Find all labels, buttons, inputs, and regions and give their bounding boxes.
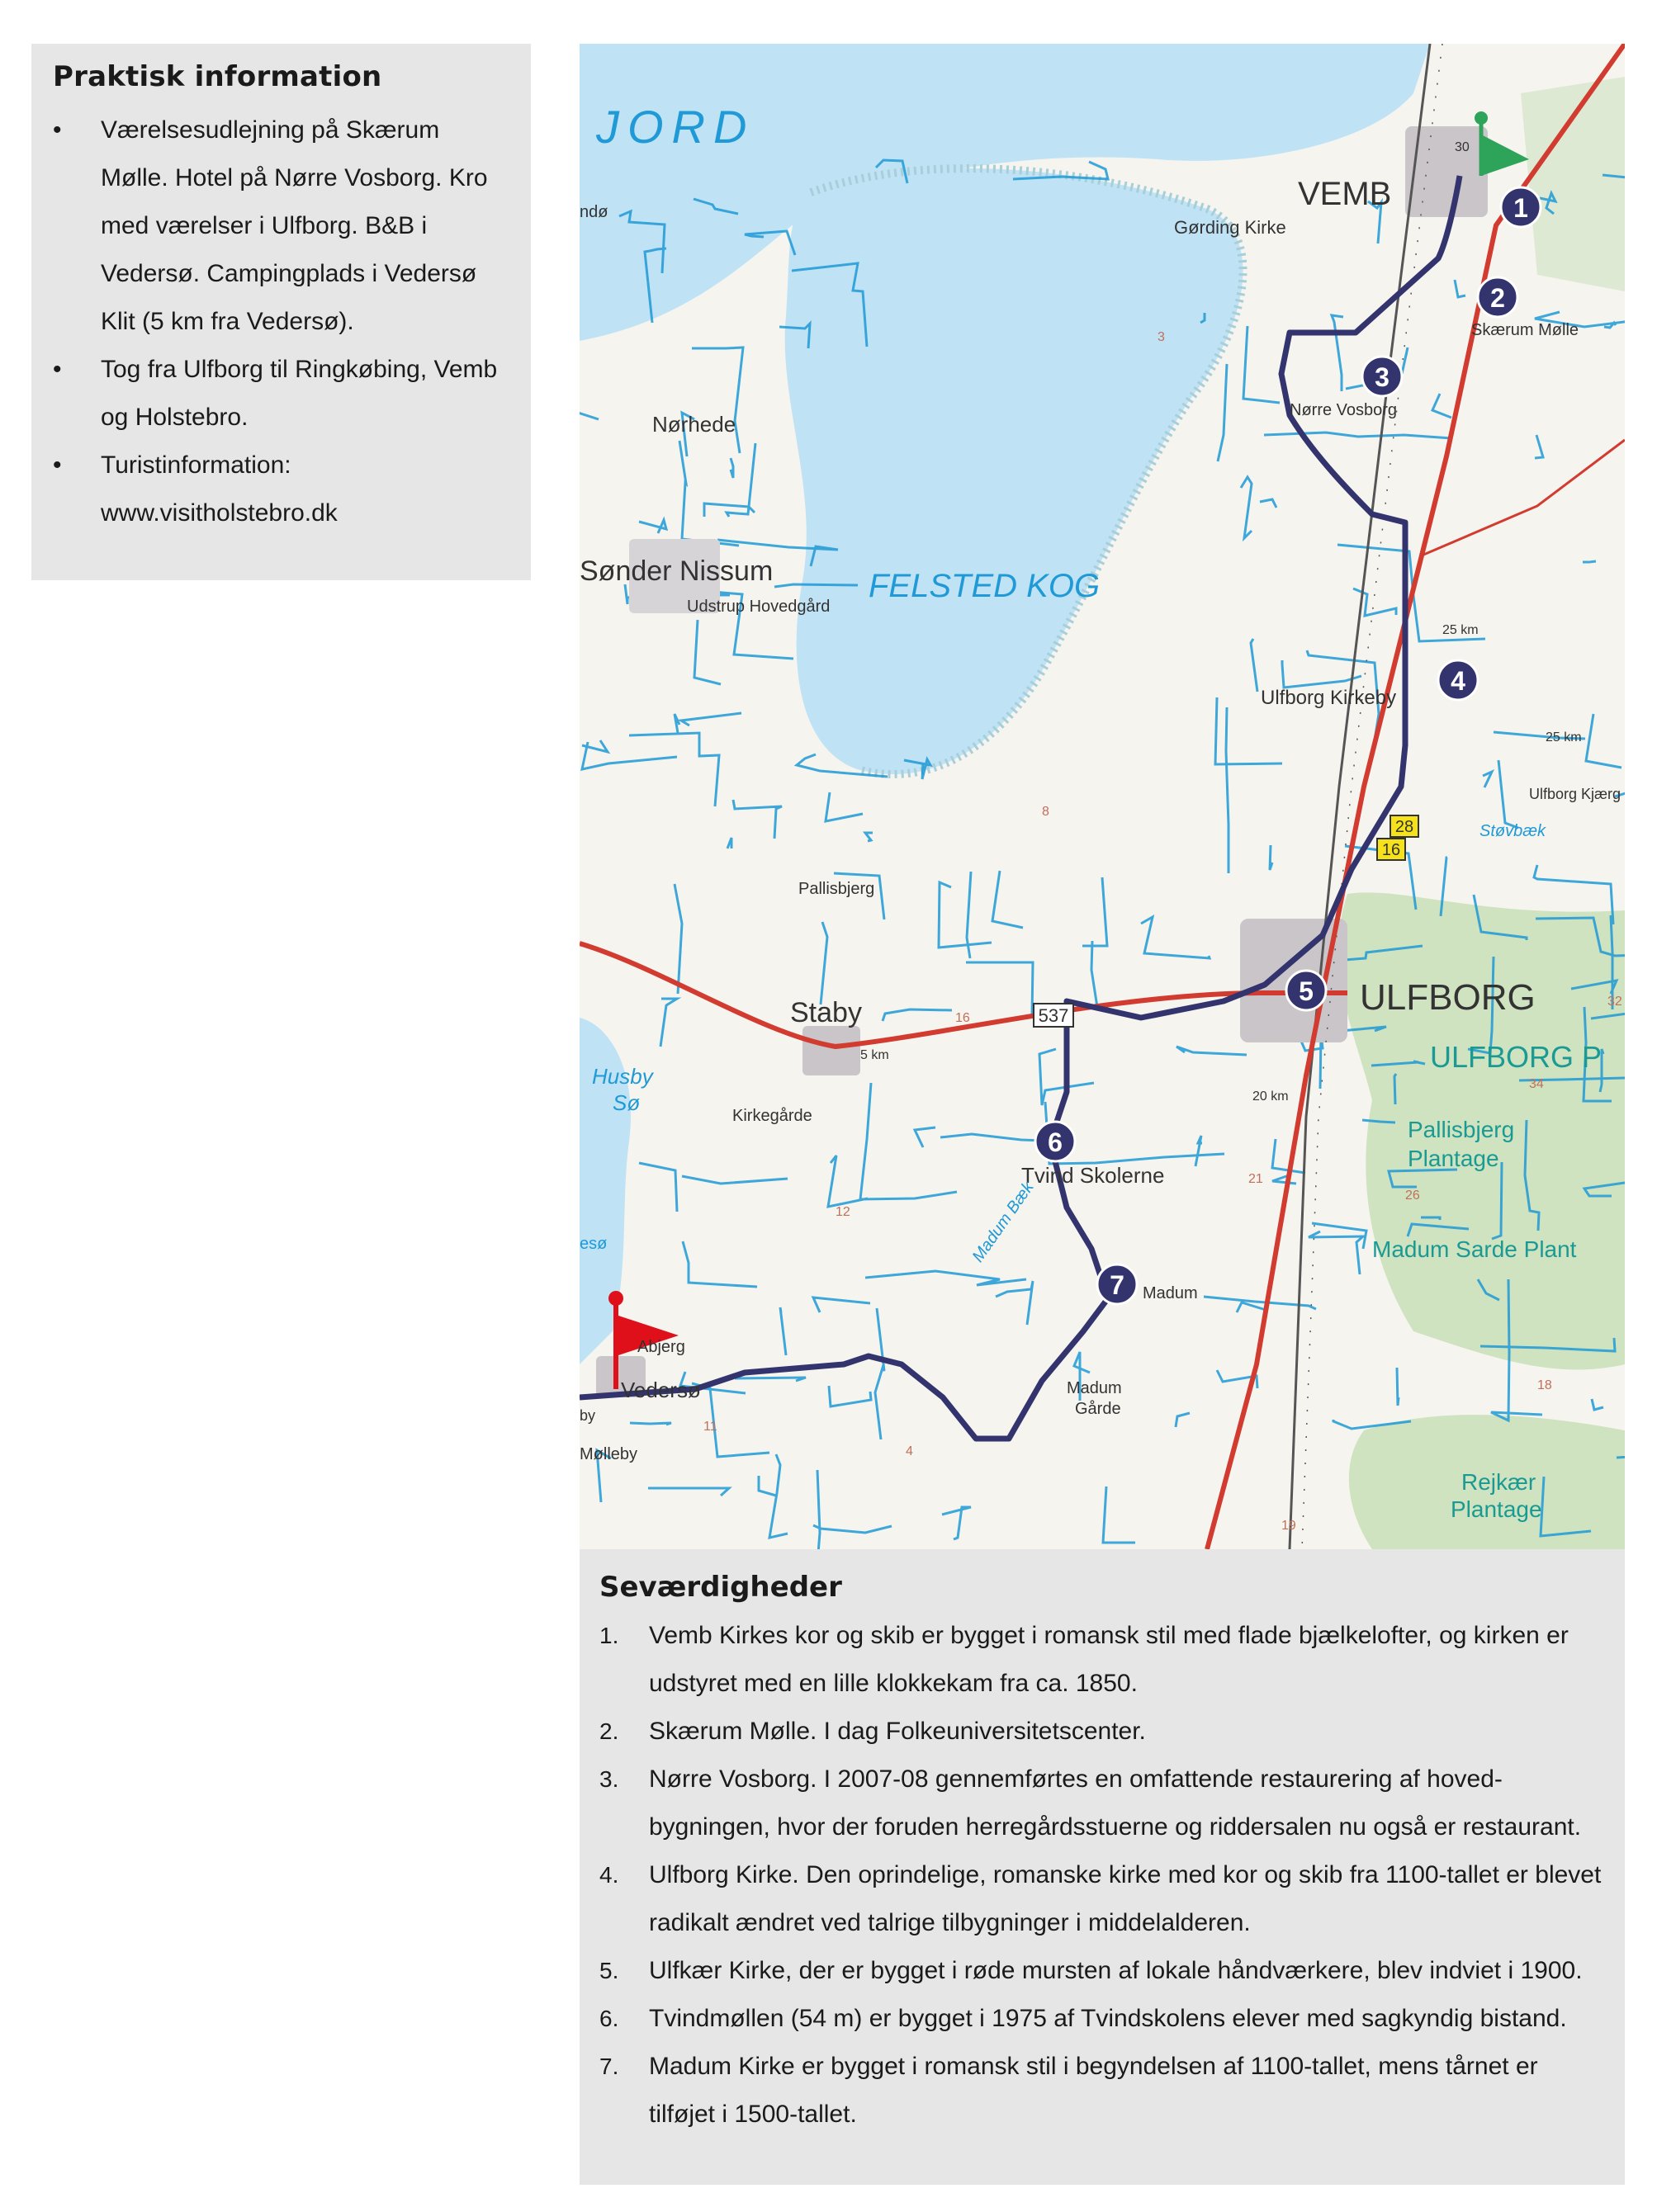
bullet-icon: • <box>53 451 62 479</box>
practical-info-item <box>53 346 509 442</box>
sight-text: Nørre Vosborg. I 2007-08 gennemførtes en omfattende restaurering af hovedbygningen, hvor der foruden herregårdsstuerne og riddersalen nu også er restaurant. <box>649 1765 1582 1841</box>
map-label-abjerg: Abjerg <box>637 1338 685 1356</box>
waypoint-marker <box>1097 1264 1137 1304</box>
sight-item <box>599 1612 1605 1708</box>
elevation-label: 3 <box>1158 330 1165 344</box>
map-label-ndo: ndø <box>580 203 608 221</box>
practical-info-text: Turistinformation: www.visitholstebro.dk <box>101 451 338 527</box>
elevation-label: 16 <box>955 1011 970 1025</box>
map-label-udstrup: Udstrup Hovedgård <box>687 598 831 616</box>
sight-number: 2. <box>599 1718 619 1744</box>
stream-line <box>1583 561 1596 562</box>
map-label-rejkaer: Rejkær <box>1461 1469 1536 1495</box>
sight-text: Tvindmøllen (54 m) er bygget i 1975 af Tvindskolens elever med sagkyndig bistand. <box>649 2005 1567 2032</box>
map-label-ulfborg-kjaer: Ulfborg Kjærg <box>1529 786 1621 802</box>
practical-info-title: Praktisk information <box>53 60 382 93</box>
waypoint-label: 1 <box>1513 193 1528 223</box>
sight-text: Madum Kirke er bygget i romansk stil i begyndelsen af 1100-tallet, mens tårnet er tilføjet i 1500-tallet. <box>649 2053 1538 2128</box>
map-label-husby-so: Sø <box>613 1090 641 1115</box>
waypoint-marker <box>1438 660 1478 700</box>
map-label-rejkaer: Plantage <box>1451 1496 1542 1522</box>
road-shield-label: 537 <box>1038 1005 1069 1026</box>
elevation-label: 21 <box>1248 1172 1263 1186</box>
elevation-label: 30 <box>1455 140 1470 154</box>
map-label-ulfborg-kirkeby: Ulfborg Kirkeby <box>1261 687 1397 709</box>
map-label-vederso: Vedersø <box>621 1378 701 1402</box>
sights-list <box>599 1612 1605 2139</box>
map-label-stovbaek: Støvbæk <box>1479 822 1546 840</box>
practical-info-text: Tog fra Ulfborg til Ringkøbing, Vemb og Holstebro. <box>101 356 498 431</box>
map-label-staby: Staby <box>790 997 862 1028</box>
waypoint-label: 7 <box>1110 1270 1124 1300</box>
sight-number: 3. <box>599 1766 619 1792</box>
sight-item <box>599 2043 1605 2139</box>
map-label-kirkegarde: Kirkegårde <box>732 1107 812 1125</box>
map-label-skaerum-molle: Skærum Mølle <box>1471 321 1579 339</box>
map-label-sonder-nissum: Sønder Nissum <box>580 555 774 587</box>
sight-number: 5. <box>599 1958 619 1983</box>
sight-item <box>599 1995 1605 2043</box>
elevation-label: 34 <box>1529 1077 1544 1091</box>
map-label-gording-kirke: Gørding Kirke <box>1174 217 1286 238</box>
sight-number: 6. <box>599 2006 619 2031</box>
elevation-label: 4 <box>906 1444 913 1458</box>
waypoint-marker <box>1035 1122 1075 1161</box>
route-map <box>580 44 1625 1549</box>
sight-text: Ulfkær Kirke, der er bygget i røde mursten af lokale håndværkere, blev indviet i 1900. <box>649 1957 1583 1984</box>
sight-number: 1. <box>599 1623 619 1648</box>
map-label-eso: esø <box>580 1235 608 1253</box>
practical-info-item <box>53 442 509 537</box>
road-shield-label: 28 <box>1394 818 1414 836</box>
map-label-fjord: JORD <box>596 101 755 153</box>
sight-number: 4. <box>599 1862 619 1888</box>
map-label-tvind: Tvind Skolerne <box>1021 1163 1165 1188</box>
waypoint-label: 5 <box>1299 976 1314 1006</box>
sight-number: 7. <box>599 2054 619 2079</box>
distance-label: 25 km <box>1442 623 1479 637</box>
map-label-felsted-kog: FELSTED KOG <box>869 568 1101 604</box>
map-label-norhede: Nørhede <box>652 412 736 437</box>
map-label-madum-sande: Madum Sarde Plant <box>1372 1236 1577 1262</box>
waypoint-label: 6 <box>1048 1127 1063 1157</box>
road-shield-537 <box>1034 1004 1073 1027</box>
map-label-molleby: Mølleby <box>580 1445 638 1463</box>
sight-item <box>599 1756 1605 1851</box>
elevation-label: 8 <box>1042 805 1049 819</box>
map-label-madum-garde: Gårde <box>1075 1400 1121 1418</box>
waypoint-label: 3 <box>1375 362 1390 392</box>
map-canvas <box>580 44 1625 1549</box>
road-shield-16 <box>1377 839 1405 860</box>
practical-info-box <box>31 44 531 580</box>
elevation-label: 18 <box>1537 1378 1552 1392</box>
practical-info-list <box>53 106 509 537</box>
practical-info-item <box>53 106 509 346</box>
map-label-pallisbjerg: Pallisbjerg <box>798 880 875 898</box>
waypoint-marker <box>1286 971 1326 1010</box>
map-label-madum: Madum <box>1143 1284 1198 1302</box>
waypoint-label: 4 <box>1451 666 1465 696</box>
map-label-madum-garde: Madum <box>1067 1379 1122 1397</box>
distance-label: 20 km <box>1252 1089 1289 1104</box>
forest-east-top <box>1521 77 1625 291</box>
elevation-label: 19 <box>1281 1519 1296 1533</box>
sight-text: Ulfborg Kirke. Den oprindelige, romanske kirke med kor og skib fra 1100-tallet er blevet radikalt ændret ved talrige tilbygninger i middelalderen. <box>649 1861 1602 1936</box>
sight-text: Vemb Kirkes kor og skib er bygget i romansk stil med flade bjælkelofter, og kirken er udstyret med en lille klokkekam fra ca. 1850. <box>649 1622 1569 1697</box>
map-label-madum-baek: Madum Bæk <box>968 1178 1038 1266</box>
elevation-label: 11 <box>703 1420 717 1434</box>
sights-title: Seværdigheder <box>599 1571 842 1604</box>
map-label-pallisbjerg-plantage: Pallisbjerg <box>1408 1117 1515 1142</box>
waypoint-marker <box>1478 277 1517 317</box>
distance-label: 5 km <box>860 1048 889 1062</box>
waypoint-label: 2 <box>1490 283 1505 313</box>
sight-item <box>599 1708 1605 1756</box>
distance-label: 25 km <box>1546 730 1582 744</box>
sight-item <box>599 1851 1605 1947</box>
map-label-husby-so: Husby <box>592 1064 653 1089</box>
map-label-vemb: VEMB <box>1298 176 1392 212</box>
waypoint-marker <box>1501 187 1541 227</box>
map-label-pallisbjerg-plantage: Plantage <box>1408 1146 1499 1171</box>
sight-item <box>599 1947 1605 1995</box>
map-label-ulfborg: ULFBORG <box>1360 977 1536 1018</box>
map-label-ulfborg-p: ULFBORG P <box>1430 1040 1603 1074</box>
sight-text: Skærum Mølle. I dag Folkeuniversitetscenter. <box>649 1718 1146 1745</box>
map-label-norre-vosborg: Nørre Vosborg <box>1290 401 1398 419</box>
map-label-by: by <box>580 1407 596 1424</box>
stream-line <box>630 1423 671 1425</box>
town-staby <box>802 1026 860 1075</box>
road-shield-28 <box>1390 815 1418 837</box>
elevation-label: 12 <box>836 1205 850 1219</box>
road-shield-label: 16 <box>1381 841 1401 859</box>
elevation-label: 26 <box>1405 1189 1420 1203</box>
waypoint-marker <box>1362 357 1402 396</box>
bullet-icon: • <box>53 116 62 144</box>
elevation-label: 32 <box>1607 995 1622 1009</box>
sights-box <box>580 1549 1625 2185</box>
bullet-icon: • <box>53 356 62 383</box>
practical-info-text: Værelsesudlejning på Skærum Mølle. Hotel på Nørre Vosborg. Kro med værelser i Ulfborg. B&B i Vedersø. Campingplads i Vedersø Klit (5 km fra Vedersø). <box>101 116 488 335</box>
